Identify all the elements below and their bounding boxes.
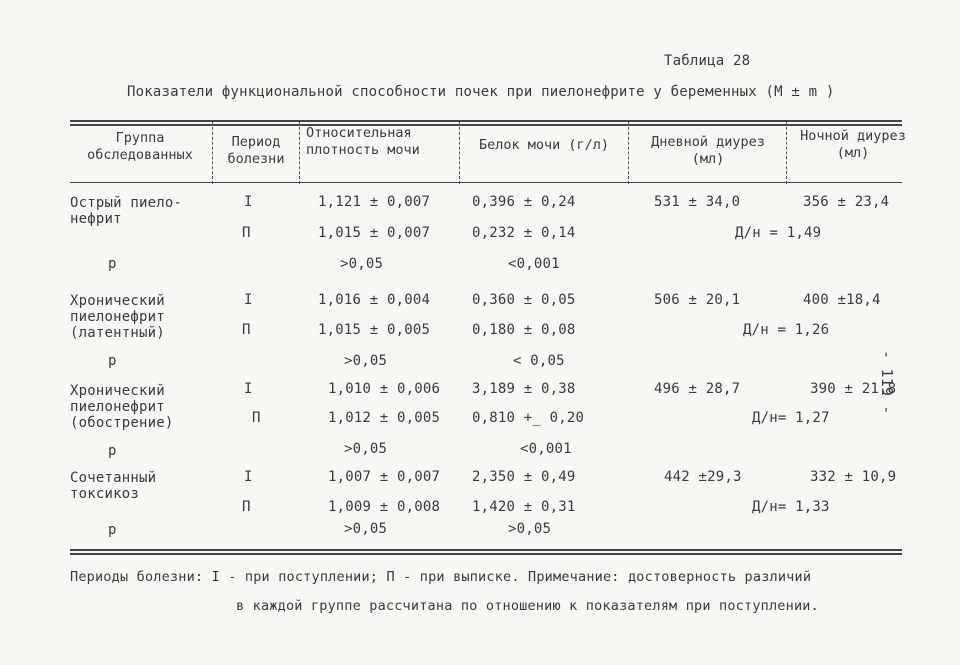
p-density: >0,05 xyxy=(340,256,384,272)
header-bottom-rule xyxy=(70,182,902,183)
table-caption: Показатели функциональной способности почек при пиелонефрите у беременных (M ± m ) xyxy=(127,84,835,100)
period-2: П xyxy=(242,499,251,515)
footnote-line-1: Периоды болезни: I - при поступлении; П - при выписке. Примечание: достоверность различий xyxy=(70,569,812,585)
density-2: 1,015 ± 0,005 xyxy=(318,322,431,338)
density-1: 1,010 ± 0,006 xyxy=(328,381,441,397)
group-name: Острый пиело- нефрит xyxy=(70,195,183,227)
protein-2: 0,180 ± 0,08 xyxy=(472,322,576,338)
density-2: 1,012 ± 0,005 xyxy=(328,410,441,426)
group-name: Хронический пиелонефрит (латентный) xyxy=(70,293,165,341)
period-2: П xyxy=(242,225,251,241)
p-density: >0,05 xyxy=(344,441,388,457)
table-label: Таблица 28 xyxy=(664,53,751,69)
night-diuresis: 332 ± 10,9 xyxy=(810,469,897,485)
diuresis-ratio: Д/н= 1,33 xyxy=(752,499,830,515)
protein-1: 0,396 ± 0,24 xyxy=(472,194,576,210)
header-group: Группа обследованных xyxy=(87,130,193,163)
period-2: П xyxy=(252,410,261,426)
p-protein: <0,001 xyxy=(508,256,560,272)
protein-1: 2,350 ± 0,49 xyxy=(472,469,576,485)
p-density: >0,05 xyxy=(344,521,388,537)
header-density: Относительная плотность мочи xyxy=(306,125,420,158)
density-2: 1,009 ± 0,008 xyxy=(328,499,441,515)
bottom-double-rule-2 xyxy=(70,553,902,555)
p-label: p xyxy=(108,443,117,459)
top-double-rule-1 xyxy=(70,120,902,122)
diuresis-ratio: Д/н= 1,27 xyxy=(752,410,830,426)
p-protein: >0,05 xyxy=(508,521,552,537)
protein-1: 3,189 ± 0,38 xyxy=(472,381,576,397)
day-diuresis: 506 ± 20,1 xyxy=(654,292,741,308)
p-density: >0,05 xyxy=(344,353,388,369)
header-day-diuresis: Дневной диурез (мл) xyxy=(651,134,765,167)
period-1: I xyxy=(244,194,253,210)
protein-2: 0,810 +_ 0,20 xyxy=(472,410,585,426)
group-name: Сочетанный токсикоз xyxy=(70,470,157,502)
density-1: 1,007 ± 0,007 xyxy=(328,469,441,485)
header-protein: Белок мочи (г/л) xyxy=(478,137,610,153)
day-diuresis: 531 ± 34,0 xyxy=(654,194,741,210)
protein-2: 0,232 ± 0,14 xyxy=(472,225,576,241)
night-diuresis: 356 ± 23,4 xyxy=(803,194,890,210)
period-1: I xyxy=(244,292,253,308)
protein-1: 0,360 ± 0,05 xyxy=(472,292,576,308)
day-diuresis: 496 ± 28,7 xyxy=(654,381,741,397)
p-label: p xyxy=(108,353,117,369)
p-label: p xyxy=(108,522,117,538)
bottom-double-rule-1 xyxy=(70,549,902,551)
day-diuresis: 442 ±29,3 xyxy=(664,469,742,485)
density-1: 1,121 ± 0,007 xyxy=(318,194,431,210)
top-double-rule-2 xyxy=(70,124,902,126)
p-label: p xyxy=(108,256,117,272)
page-number: - 119 - xyxy=(878,350,896,415)
diuresis-ratio: Д/н = 1,26 xyxy=(743,322,830,338)
header-night-diuresis: Ночной диурез (мл) xyxy=(800,128,906,161)
period-1: I xyxy=(244,469,253,485)
p-protein: < 0,05 xyxy=(513,353,565,369)
night-diuresis: 390 ± 21,8 xyxy=(810,381,897,397)
protein-2: 1,420 ± 0,31 xyxy=(472,499,576,515)
density-1: 1,016 ± 0,004 xyxy=(318,292,431,308)
header-period: Период болезни xyxy=(227,134,285,167)
density-2: 1,015 ± 0,007 xyxy=(318,225,431,241)
footnote-line-2: в каждой группе рассчитана по отношению к показателям при поступлении. xyxy=(236,598,819,614)
p-protein: <0,001 xyxy=(520,441,572,457)
period-2: П xyxy=(242,322,251,338)
diuresis-ratio: Д/н = 1,49 xyxy=(735,225,822,241)
night-diuresis: 400 ±18,4 xyxy=(803,292,881,308)
period-1: I xyxy=(244,381,253,397)
group-name: Хронический пиелонефрит (обострение) xyxy=(70,383,174,431)
